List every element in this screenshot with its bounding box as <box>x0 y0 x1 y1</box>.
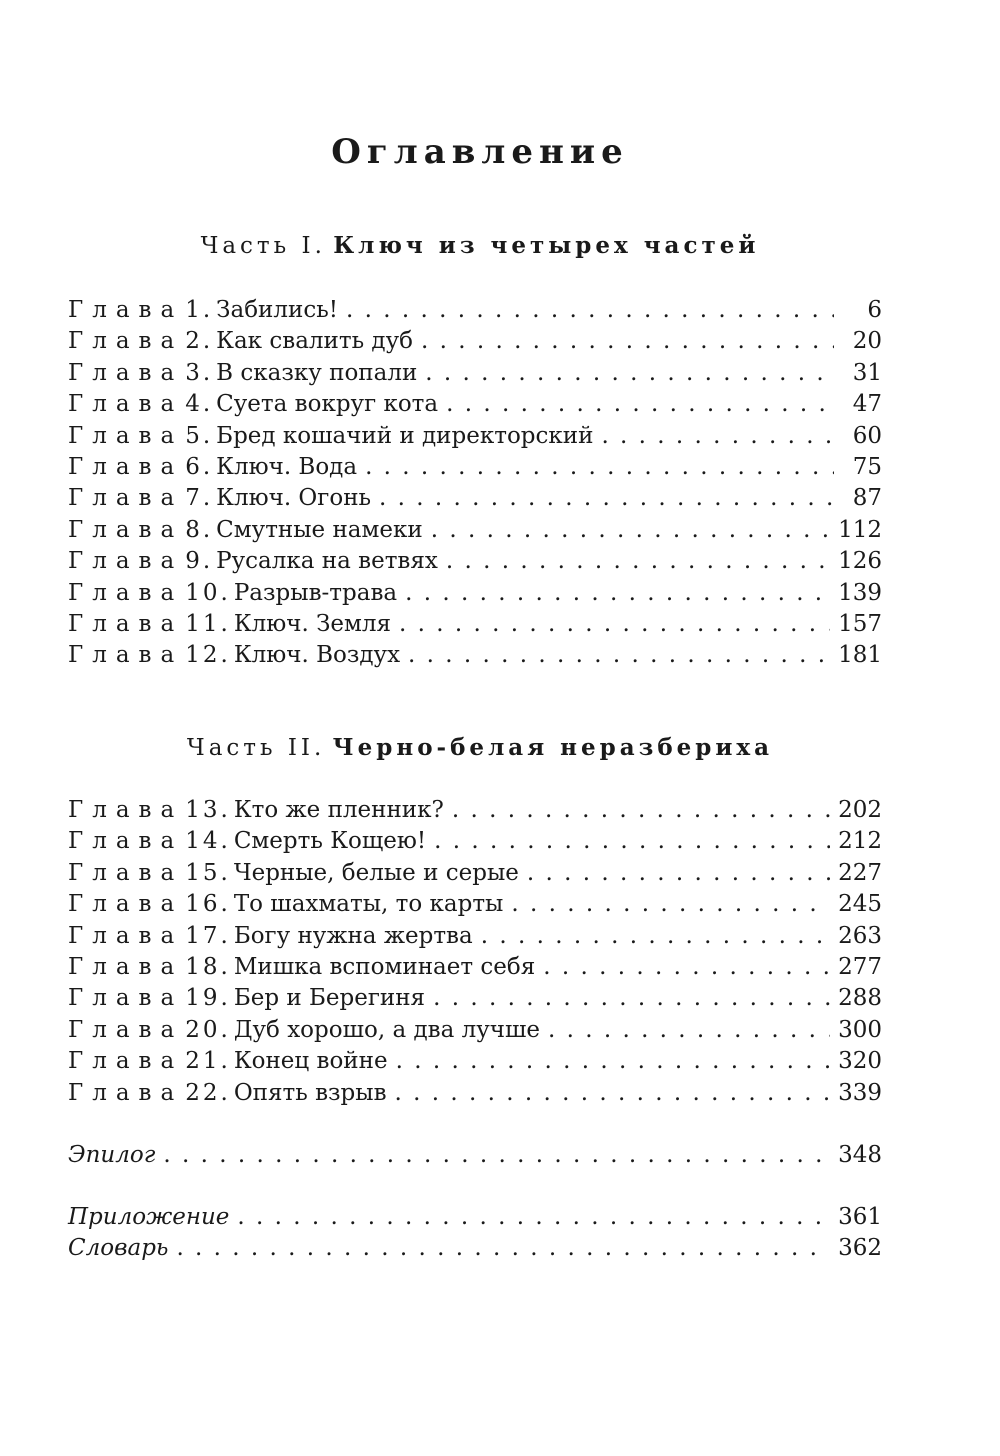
page-number: 112 <box>838 516 882 543</box>
chapter-separator: . <box>202 422 211 449</box>
appendix-title: Приложение <box>68 1204 230 1230</box>
chapter-separator: . <box>220 797 228 823</box>
chapter-separator: . <box>220 1079 228 1106</box>
chapter-separator: . <box>220 891 228 918</box>
part-label: Часть II. <box>186 735 326 761</box>
toc-entry[interactable] <box>68 328 882 359</box>
chapter-number: 18 <box>185 953 221 980</box>
appendix-section <box>68 1204 882 1267</box>
toc-entry[interactable] <box>68 923 882 954</box>
dot-leader <box>446 548 830 574</box>
dot-leader <box>511 891 830 917</box>
chapter-prefix: Глава <box>68 297 184 323</box>
page-title: Оглавление <box>331 132 629 172</box>
toc-entry[interactable] <box>68 860 882 891</box>
chapter-number: 13 <box>185 797 221 823</box>
chapter-separator: . <box>220 1048 228 1075</box>
dot-leader <box>446 391 834 417</box>
page-number: 139 <box>838 579 882 606</box>
chapter-prefix: Глава <box>68 797 184 823</box>
dot-leader <box>365 454 834 480</box>
dictionary-title: Словарь <box>68 1235 169 1262</box>
dot-leader <box>163 1142 830 1168</box>
page-number: 87 <box>852 485 882 512</box>
toc-entry-appendix[interactable] <box>68 1204 882 1235</box>
page-number: 320 <box>838 1048 882 1075</box>
page-number: 212 <box>838 828 882 855</box>
part-1-chapter-list <box>68 297 882 674</box>
toc-entry[interactable] <box>68 580 882 611</box>
chapter-prefix: Глава <box>68 922 184 949</box>
chapter-separator: . <box>220 985 228 1012</box>
part-2-heading <box>0 734 960 761</box>
chapter-number: 3 <box>185 359 203 386</box>
chapter-separator: . <box>202 516 211 543</box>
page-number: 6 <box>867 297 882 323</box>
chapter-prefix: Глава <box>68 579 184 606</box>
chapter-title: В сказку попали <box>216 359 418 386</box>
chapter-number: 19 <box>185 985 221 1012</box>
chapter-title: Суета вокруг кота <box>216 391 439 418</box>
toc-entry-dictionary[interactable] <box>68 1235 882 1266</box>
chapter-separator: . <box>202 328 211 355</box>
chapter-title: Опять взрыв <box>233 1079 387 1106</box>
chapter-prefix: Глава <box>68 1016 184 1043</box>
toc-entry[interactable] <box>68 548 882 579</box>
chapter-separator: . <box>220 642 228 669</box>
chapter-number: 14 <box>185 828 221 855</box>
dot-leader <box>527 860 830 886</box>
page-number: 227 <box>838 859 882 886</box>
page-number: 361 <box>838 1204 882 1230</box>
chapter-prefix: Глава <box>68 953 184 980</box>
epilogue-title: Эпилог <box>68 1142 156 1168</box>
toc-entry[interactable] <box>68 1017 882 1048</box>
page-number: 20 <box>852 328 882 355</box>
chapter-title: Черные, белые и серые <box>233 859 519 886</box>
chapter-separator: . <box>220 579 228 606</box>
chapter-prefix: Глава <box>68 548 184 575</box>
chapter-prefix: Глава <box>68 642 184 669</box>
dot-leader <box>543 954 830 980</box>
chapter-number: 15 <box>185 859 221 886</box>
toc-entry[interactable] <box>68 391 882 422</box>
chapter-separator: . <box>202 359 211 386</box>
toc-entry[interactable] <box>68 1048 882 1079</box>
chapter-title: Забились! <box>216 297 338 323</box>
dot-leader <box>452 797 830 823</box>
page-number: 202 <box>838 797 882 823</box>
chapter-title: Смерть Кощею! <box>233 828 427 855</box>
dot-leader <box>421 328 834 354</box>
chapter-title: Как свалить дуб <box>216 328 413 355</box>
dot-leader <box>396 1048 831 1074</box>
chapter-title: Бред кошачий и директорский <box>216 422 594 449</box>
dot-leader <box>405 580 830 606</box>
dot-leader <box>399 611 830 637</box>
chapter-title: Богу нужна жертва <box>233 922 473 949</box>
chapter-prefix: Глава <box>68 328 184 355</box>
chapter-title: Смутные намеки <box>216 516 423 543</box>
chapter-separator: . <box>220 610 228 637</box>
chapter-title: Русалка на ветвях <box>216 548 438 575</box>
chapter-separator: . <box>220 1016 228 1043</box>
toc-entry[interactable] <box>68 642 882 673</box>
chapter-number: 10 <box>185 579 221 606</box>
chapter-title: Кто же пленник? <box>233 797 444 823</box>
chapter-number: 2 <box>185 328 203 355</box>
chapter-prefix: Глава <box>68 891 184 918</box>
dot-leader <box>434 828 830 854</box>
chapter-title: Ключ. Огонь <box>216 485 372 512</box>
chapter-number: 16 <box>185 891 221 918</box>
toc-entry[interactable] <box>68 485 882 516</box>
chapter-title: Разрыв-трава <box>233 579 398 606</box>
page-number: 362 <box>838 1235 882 1262</box>
chapter-prefix: Глава <box>68 1048 184 1075</box>
epilogue-section <box>68 1142 882 1173</box>
dot-leader <box>379 485 834 511</box>
dot-leader <box>395 1080 831 1106</box>
chapter-number: 7 <box>185 485 203 512</box>
dot-leader <box>548 1017 830 1043</box>
page-number: 300 <box>838 1016 882 1043</box>
chapter-title: Конец войне <box>233 1048 388 1075</box>
page-number: 157 <box>838 610 882 637</box>
toc-entry[interactable] <box>68 828 882 859</box>
dot-leader <box>425 360 834 386</box>
chapter-prefix: Глава <box>68 610 184 637</box>
toc-entry[interactable] <box>68 891 882 922</box>
toc-entry[interactable] <box>68 423 882 454</box>
part-1-heading <box>0 232 960 259</box>
chapter-number: 20 <box>185 1016 221 1043</box>
dot-leader <box>431 517 830 543</box>
chapter-number: 11 <box>185 610 221 637</box>
chapter-number: 6 <box>185 453 203 480</box>
chapter-title: Ключ. Воздух <box>233 642 401 669</box>
part-label: Часть I. <box>200 233 326 259</box>
page-number: 75 <box>852 453 882 480</box>
toc-entry[interactable] <box>68 985 882 1016</box>
toc-entry[interactable] <box>68 517 882 548</box>
toc-entry[interactable] <box>68 454 882 485</box>
page-number: 245 <box>838 891 882 918</box>
part-name: Ключ из четырех частей <box>333 232 760 259</box>
dot-leader <box>433 985 830 1011</box>
chapter-prefix: Глава <box>68 485 184 512</box>
chapter-title: Ключ. Вода <box>216 453 358 480</box>
dot-leader <box>346 297 834 323</box>
chapter-prefix: Глава <box>68 1079 184 1106</box>
chapter-number: 22 <box>185 1079 221 1106</box>
page-number: 263 <box>838 922 882 949</box>
chapter-separator: . <box>220 828 228 855</box>
chapter-separator: . <box>220 953 228 980</box>
page-number: 288 <box>838 985 882 1012</box>
toc-entry[interactable] <box>68 954 882 985</box>
toc-entry[interactable] <box>68 297 882 328</box>
toc-entry[interactable] <box>68 611 882 642</box>
chapter-title: Ключ. Земля <box>233 610 392 637</box>
page-number: 277 <box>838 953 882 980</box>
toc-entry[interactable] <box>68 797 882 828</box>
page-number: 60 <box>852 422 882 449</box>
chapter-prefix: Глава <box>68 985 184 1012</box>
chapter-title: То шахматы, то карты <box>233 891 504 918</box>
part-name: Черно-белая неразбериха <box>332 734 774 761</box>
chapter-prefix: Глава <box>68 516 184 543</box>
chapter-separator: . <box>202 548 211 575</box>
chapter-number: 4 <box>185 391 203 418</box>
chapter-prefix: Глава <box>68 391 184 418</box>
page-number: 31 <box>852 359 882 386</box>
part-2-chapter-list <box>68 797 882 1111</box>
chapter-separator: . <box>202 391 211 418</box>
page-number: 126 <box>838 548 882 575</box>
chapter-separator: . <box>202 297 211 323</box>
dot-leader <box>408 642 830 668</box>
chapter-title: Мишка вспоминает себя <box>233 953 536 980</box>
toc-entry-epilogue[interactable] <box>68 1142 882 1173</box>
chapter-title: Бер и Берегиня <box>233 985 426 1012</box>
chapter-number: 21 <box>185 1048 221 1075</box>
chapter-number: 9 <box>185 548 203 575</box>
chapter-number: 1 <box>185 297 203 323</box>
dot-leader <box>481 923 830 949</box>
chapter-prefix: Глава <box>68 859 184 886</box>
chapter-number: 8 <box>185 516 203 543</box>
chapter-separator: . <box>220 922 228 949</box>
page-number: 47 <box>852 391 882 418</box>
page-number: 339 <box>838 1079 882 1106</box>
chapter-prefix: Глава <box>68 453 184 480</box>
chapter-separator: . <box>220 859 228 886</box>
dot-leader <box>176 1235 830 1261</box>
toc-entry[interactable] <box>68 360 882 391</box>
dot-leader <box>237 1204 830 1230</box>
chapter-prefix: Глава <box>68 359 184 386</box>
chapter-separator: . <box>202 485 211 512</box>
chapter-prefix: Глава <box>68 828 184 855</box>
chapter-prefix: Глава <box>68 422 184 449</box>
dot-leader <box>601 423 834 449</box>
chapter-number: 12 <box>185 642 221 669</box>
chapter-title: Дуб хорошо, а два лучше <box>233 1016 540 1043</box>
page-number: 348 <box>838 1142 882 1168</box>
chapter-number: 5 <box>185 422 203 449</box>
chapter-number: 17 <box>185 922 221 949</box>
page-number: 181 <box>838 642 882 669</box>
chapter-separator: . <box>202 453 211 480</box>
toc-entry[interactable] <box>68 1080 882 1111</box>
